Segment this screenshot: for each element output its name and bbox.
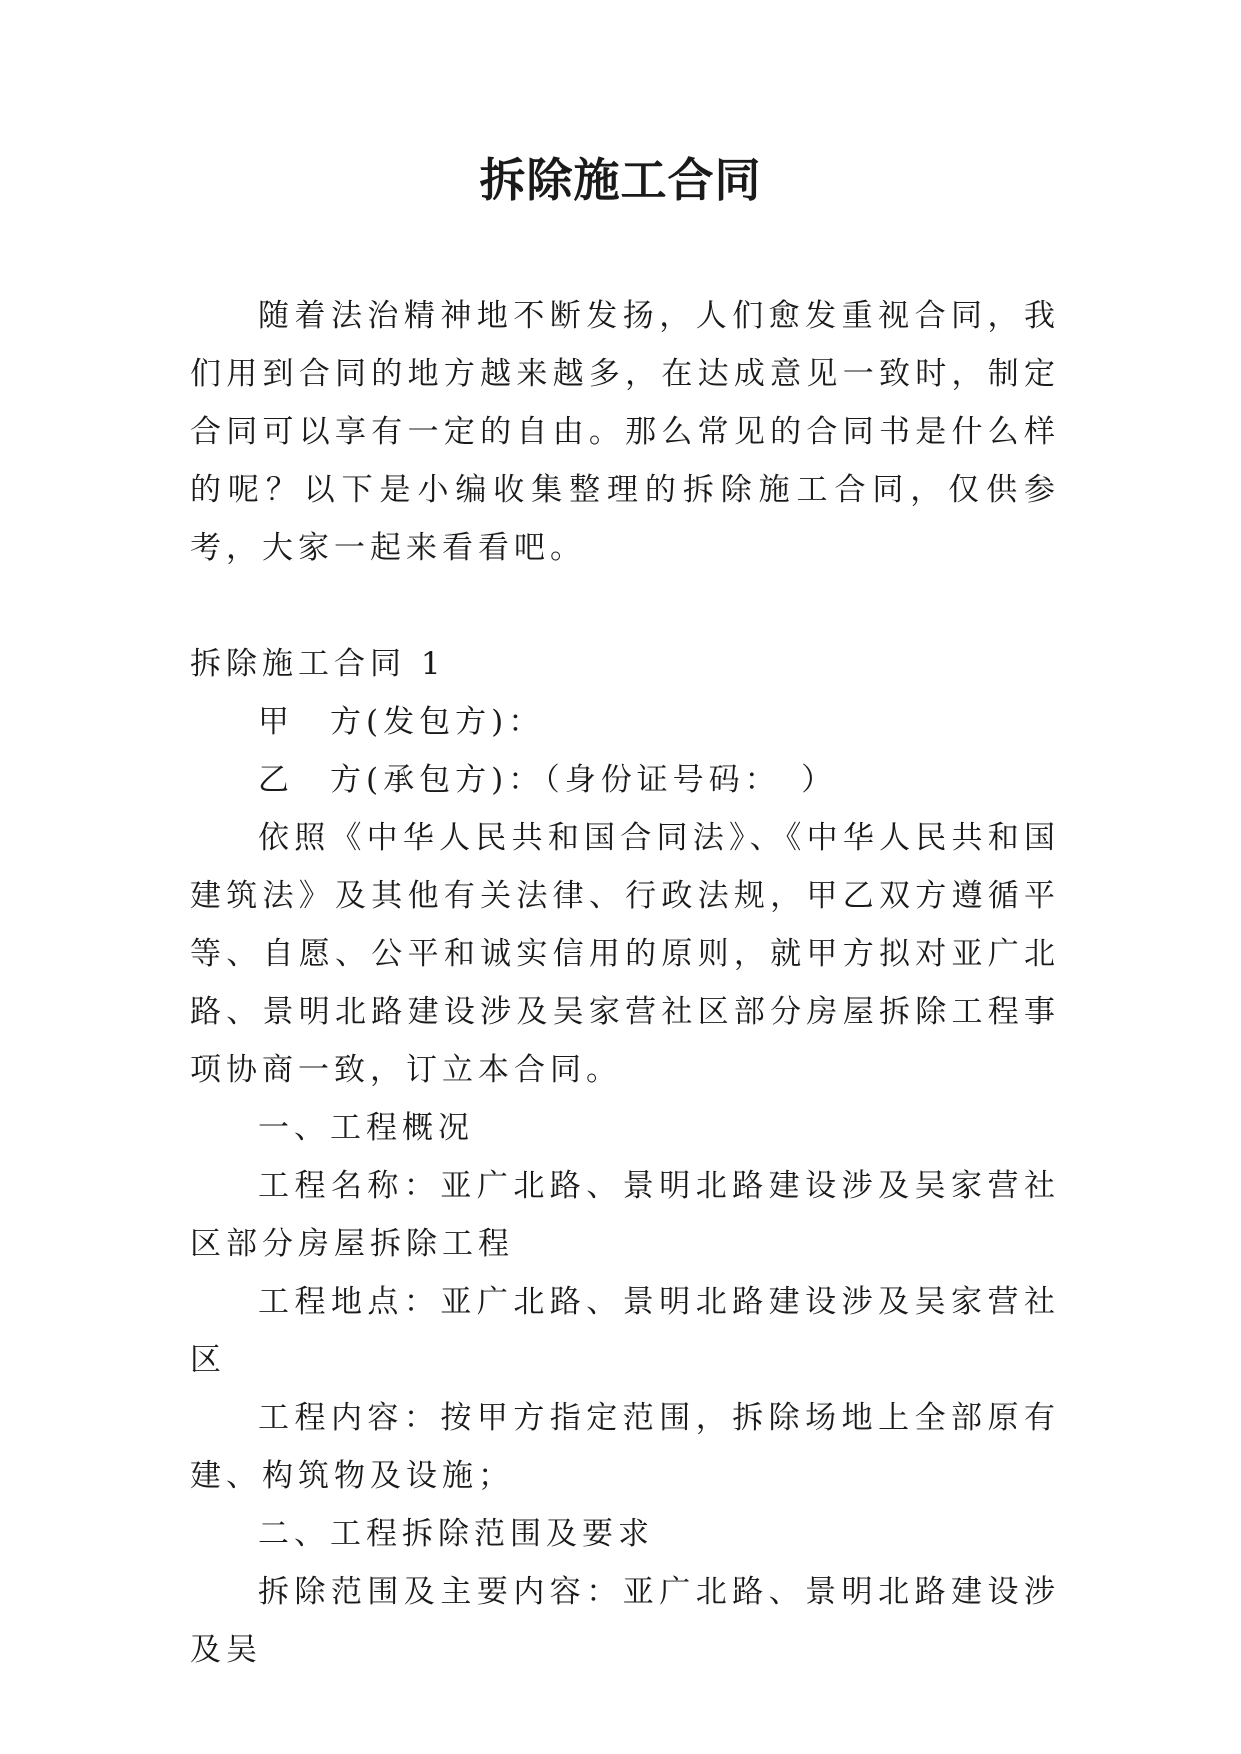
paragraph-spacer (190, 577, 1060, 635)
intro-paragraph: 随着法治精神地不断发扬，人们愈发重视合同，我们用到合同的地方越来越多，在达成意见一致时，制定合同可以享有一定的自由。那么常见的合同书是什么样的呢？以下是小编收集整理的拆除施工合同，仅供参考，大家一起来看看吧。 (190, 298, 1060, 566)
party-b-line: 乙 方(承包方)：（身份证号码： ） (258, 762, 838, 798)
project-location-paragraph: 工程地点：亚广北路、景明北路建设涉及吴家营社区 (190, 1284, 1060, 1378)
document-body (190, 287, 1060, 1679)
article-2-heading: 二、工程拆除范围及要求 (258, 1516, 654, 1552)
scope-paragraph: 拆除范围及主要内容：亚广北路、景明北路建设涉及吴 (190, 1574, 1060, 1668)
section-heading: 拆除施工合同 1 (190, 646, 446, 682)
article-1-heading: 一、工程概况 (258, 1110, 474, 1146)
document-title: 拆除施工合同 (479, 153, 762, 207)
legal-basis-paragraph: 依照《中华人民共和国合同法》、《中华人民共和国建筑法》及其他有关法律、行政法规，甲乙双方遵循平等、自愿、公平和诚实信用的原则，就甲方拟对亚广北路、景明北路建设涉及吴家营社区部分房屋拆除工程事项协商一致，订立本合同。 (190, 820, 1060, 1088)
project-content-paragraph: 工程内容：按甲方指定范围，拆除场地上全部原有建、构筑物及设施； (190, 1400, 1060, 1494)
party-a-line: 甲 方(发包方)： (258, 704, 545, 740)
project-name-paragraph: 工程名称：亚广北路、景明北路建设涉及吴家营社区部分房屋拆除工程 (190, 1168, 1060, 1262)
